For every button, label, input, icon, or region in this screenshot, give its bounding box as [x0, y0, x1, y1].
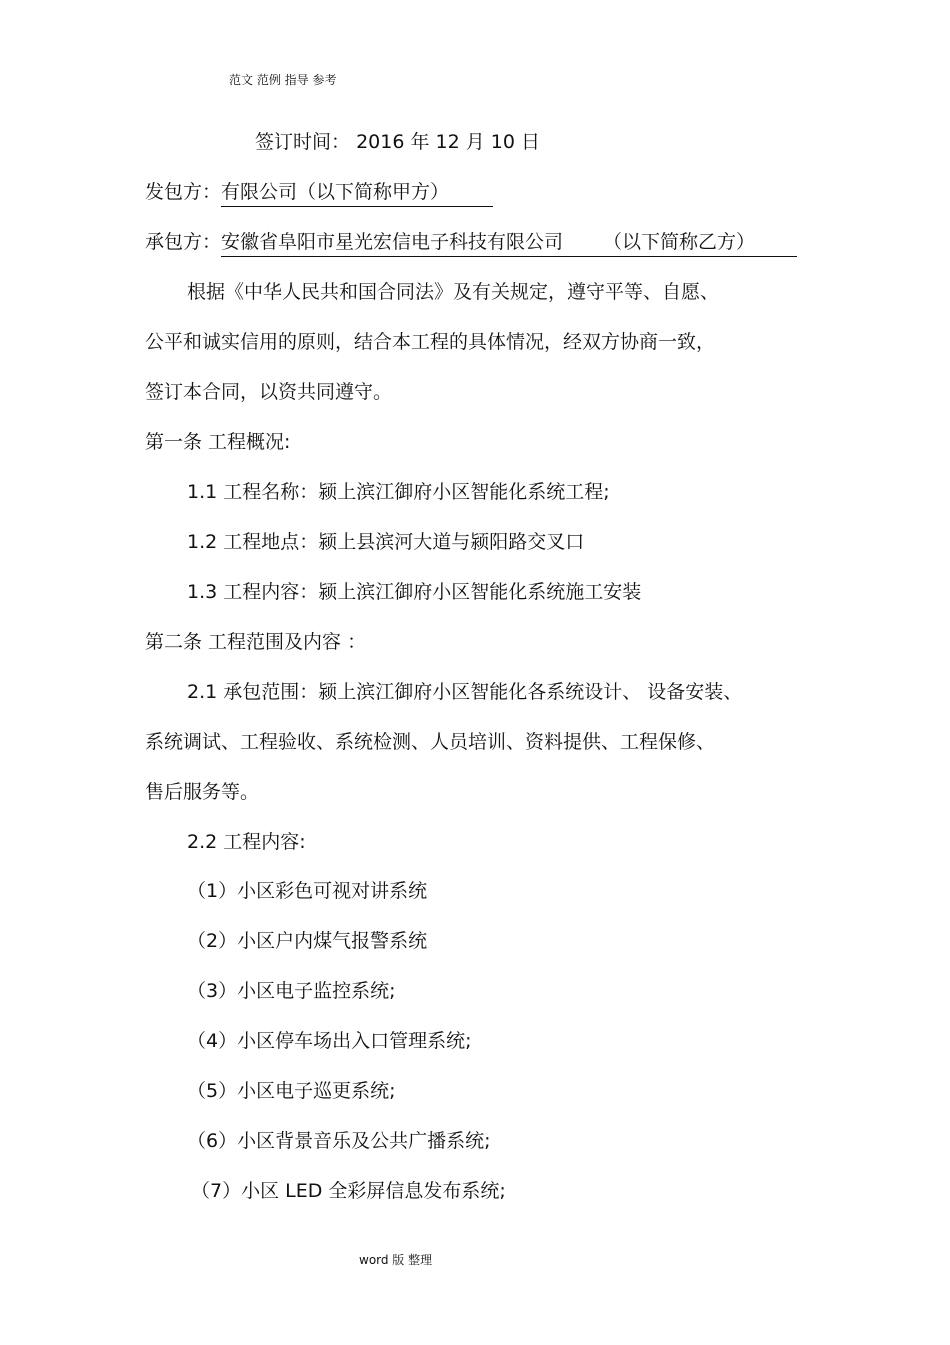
- signing-date-value: 2016 年 12 月 10 日: [356, 131, 540, 153]
- project-name: 1.1 工程名称：颍上滨江御府小区智能化系统工程;: [187, 481, 610, 503]
- signing-date-label: 签订时间：: [255, 131, 351, 153]
- project-content: 1.3 工程内容：颍上滨江御府小区智能化系统施工安装: [187, 581, 642, 603]
- party-b: [145, 229, 797, 257]
- system-item: （5）小区电子巡更系统;: [187, 1080, 396, 1102]
- scope-line-1: 2.1 承包范围：颍上滨江御府小区智能化各系统设计、 设备安装、: [187, 681, 743, 703]
- party-b-name: 安徽省阜阳市星光宏信电子科技有限公司: [221, 231, 564, 253]
- intro-line-2: 公平和诚实信用的原则，结合本工程的具体情况，经双方协商一致，: [145, 331, 716, 353]
- content-title: 2.2 工程内容:: [187, 831, 306, 853]
- intro-line-3: 签订本合同，以资共同遵守。: [145, 381, 393, 403]
- party-b-suffix: （以下简称乙方）: [603, 231, 756, 253]
- page-header: 范文 范例 指导 参考: [229, 73, 337, 87]
- article-2-title: 第二条 工程范围及内容 ：: [145, 631, 367, 653]
- intro-line-1: 根据《中华人民共和国合同法》及有关规定，遵守平等、自愿、: [187, 281, 720, 303]
- party-b-label: 承包方：: [145, 231, 222, 253]
- system-item: （6）小区背景音乐及公共广播系统;: [187, 1130, 491, 1152]
- party-a-label: 发包方：: [145, 181, 222, 203]
- system-item: （3）小区电子监控系统;: [187, 980, 396, 1002]
- system-item: （1）小区彩色可视对讲系统: [187, 880, 428, 902]
- system-item: （4）小区停车场出入口管理系统;: [187, 1030, 472, 1052]
- system-item: （2）小区户内煤气报警系统: [187, 930, 428, 952]
- project-location: 1.2 工程地点：颍上县滨河大道与颍阳路交叉口: [187, 531, 585, 553]
- party-a-name: 有限公司（以下简称甲方）: [221, 181, 450, 203]
- scope-line-3: 售后服务等。: [145, 781, 260, 803]
- party-a: [145, 179, 493, 207]
- scope-line-2: 系统调试、工程验收、系统检测、人员培训、资料提供、工程保修、: [145, 731, 716, 753]
- page-footer: word 版 整理: [359, 1253, 433, 1267]
- system-item: （7）小区 LED 全彩屏信息发布系统;: [191, 1180, 506, 1202]
- article-1-title: 第一条 工程概况:: [145, 431, 291, 453]
- signing-date: [255, 129, 540, 155]
